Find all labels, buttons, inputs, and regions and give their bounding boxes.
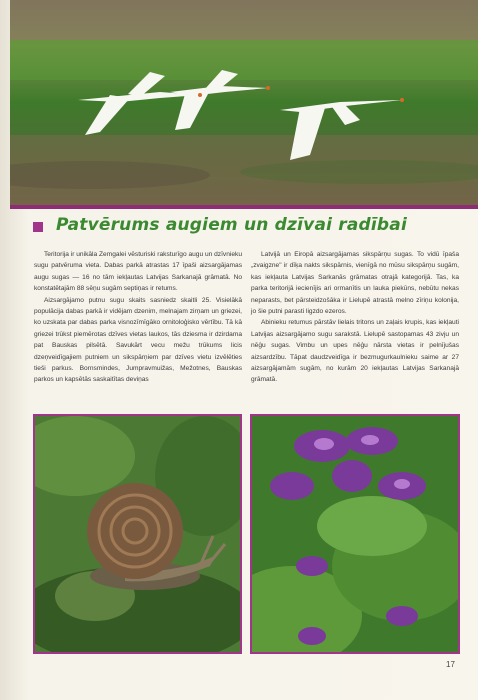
text-column-left — [34, 249, 242, 386]
snail-illustration — [35, 416, 240, 652]
section-title: Patvērums augiem un dzīvai radībai — [56, 215, 407, 235]
purple-flower-illustration — [252, 416, 458, 652]
text-column-right — [251, 249, 459, 386]
paragraph: Abinieku retumus pārstāv lielais tritons un zaļais krupis, kas iekļauti Latvijas aizsargājamo sugu sarakstā. Lielupē sastopamas 43 zivju un nēģu sugas. Vimbu un upes nēģu nārsta vietas ir pelnījušas aizsardzību. Tāpat daudzveidīga ir bezmugurkaulnieku saime ar 27 aizsargājamām sugām, no kurām 20 iekļautas Latvijas Sarkanajā grāmatā. — [251, 319, 459, 384]
accent-rule — [10, 205, 478, 209]
snail-photo — [33, 414, 242, 654]
paragraph: Latvijā un Eiropā aizsargājamas sikspārņu sugas. To vidū īpaša „zvaigzne" ir dīķa nakts sikspārnis, vienīgā no mūsu sikspārņu sugām, kas iekļauta Latvijas Sarkanās grāmatas otrajā kategorijā. Tas, ka parka teritorijā iecienījis ari ormanītis un lauka piekūns, nebūtu nekas neparasts, bet pārsteidzošāka ir Lielupē atrastā melno zīriņu kolonija, jo šie putni parasti ligzdo ezeros. — [251, 251, 459, 316]
paragraph: Aizsargājamo putnu sugu skaits sasniedz skaitli 25. Visielākā populācija dabas parkā ir vidējam dzenim, melnajam zirņam un griezei, ko uzskata par dabas parka visnozīmīgāko ornitoloģisko vērtību. Tā kā griezei trūkst piemērotas dzīves vietas laukos, tās dziesma ir dzirdama pat Bauskas pilsētā. Savukārt vecu mežu trūkums licis dzeņveidīgajiem putniem un sikspārņiem par dzīves vietu izvēlēties tieši parkus. Bornsmindes, Jumpravmuižas, Mežotnes, Bauskas parkos un kapsētās saskaitītas deviņas — [34, 296, 242, 384]
swans-illustration — [10, 0, 478, 206]
hero-photo-swans — [10, 0, 478, 206]
paragraph: Teritorija ir unikāla Zemgalei vēsturiski raksturīgo augu un dzīvnieku sugu patvēruma vieta. Dabas parkā atrastas 17 īpaši aizsargājamas augu sugas — 16 no tām iekļautas Latvijas Sarkanajā grāmatā. No konstatētajām 88 sēņu sugām septiņas ir retums. — [34, 251, 242, 293]
flower-photo — [250, 414, 460, 654]
page-number: 17 — [446, 660, 455, 669]
title-bullet-square — [33, 222, 43, 232]
